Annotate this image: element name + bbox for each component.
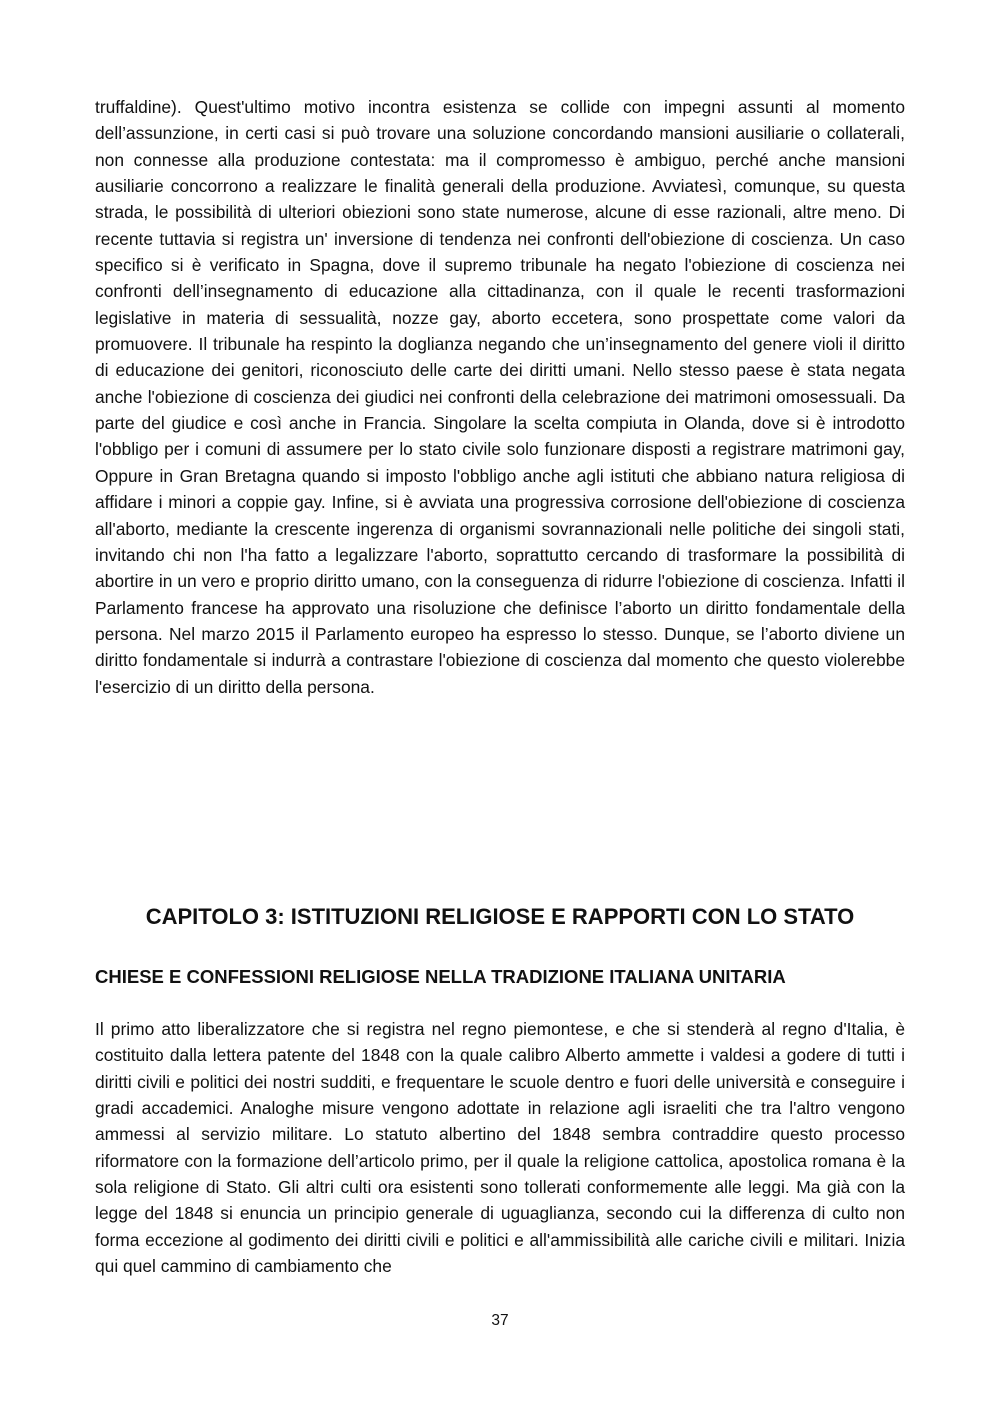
section-title: CHIESE E CONFESSIONI RELIGIOSE NELLA TRADIZIONE ITALIANA UNITARIA	[95, 966, 786, 987]
chapter-title: CAPITOLO 3: ISTITUZIONI RELIGIOSE E RAPPORTI CON LO STATO	[145, 904, 855, 929]
body-paragraph: Il primo atto liberalizzatore che si registra nel regno piemontese, e che si stenderà al regno d'Italia, è costituito dalla lettera patente del 1848 con la quale calibro Alberto ammette i valdesi a godere di tutti i diritti civili e politici dei nostri sudditi, e frequentare le scuole dentro e fuori delle università e conseguire i gradi accademici. Analoghe misure vengono adottate in relazione agli israeliti che tra l'altro vengono ammessi al servizio militare. Lo statuto albertino del 1848 sembra contraddire questo processo riformatore con la formazione dell’articolo primo, per il quale la religione cattolica, apostolica romana è la sola religione di Stato. Gli altri culti ora esistenti sono tollerati conformemente alle leggi. Ma già con la legge del 1848 si enuncia un principio generale di uguaglianza, secondo cui la differenza di culto non forma eccezione al godimento dei diritti civili e politici e all'ammissibilità alle cariche civili e militari. Inizia qui quel cammino di cambiamento che	[95, 1019, 905, 1277]
page-number: 37	[491, 1312, 509, 1329]
body-paragraph: truffaldine). Quest'ultimo motivo incontra esistenza se collide con impegni assunti al momento dell’assunzione, in certi casi si può trovare una soluzione concordando mansioni ausiliarie o collaterali, non connesse alla produzione contestata: ma il compromesso è ambiguo, perché anche mansioni ausiliarie concorrono a realizzare le finalità generali della produzione. Avviatesì, comunque, su questa strada, le possibilità di ulteriori obiezioni sono state numerose, alcune di esse razionali, altre meno. Di recente tuttavia si registra un' inversione di tendenza nei confronti dell'obiezione di coscienza. Un caso specifico si è verificato in Spagna, dove il supremo tribunale ha negato l'obiezione di coscienza nei confronti dell’insegnamento di educazione alla cittadinanza, con il quale le recenti trasformazioni legislative in materia di sessualità, nozze gay, aborto eccetera, sono prospettate come valori da promuovere. Il tribunale ha respinto la doglianza negando che un’insegnamento del genere violi il diritto di educazione dei genitori, riconosciuto delle carte dei diritti umani. Nello stesso paese è stata negata anche l'obiezione di coscienza dei giudici nei confronti della celebrazione dei matrimoni omosessuali. Da parte del giudice e così anche in Francia. Singolare la scelta compiuta in Olanda, dove si è introdotto l'obbligo per i comuni di assumere per lo stato civile solo funzionare disposti a registrare matrimoni gay, Oppure in Gran Bretagna quando si imposto l'obbligo anche agli istituti che abbiano natura religiosa di affidare i minori a coppie gay. Infine, si è avviata una progressiva corrosione dell'obiezione di coscienza all'aborto, mediante la crescente ingerenza di organismi sovrannazionali nelle politiche dei singoli stati, invitando chi non l'ha fatto a legalizzare l'aborto, soprattutto cercando di trasformare la possibilità di abortire in un vero e proprio diritto umano, con la conseguenza di ridurre l'obiezione di coscienza. Infatti il Parlamento francese ha approvato una risoluzione che definisce l’aborto un diritto fondamentale della persona. Nel marzo 2015 il Parlamento europeo ha espresso lo stesso. Dunque, se l’aborto diviene un diritto fondamentale si indurrà a contrastare l'obiezione di coscienza dal momento che questo violerebbe l'esercizio di un diritto della persona.	[95, 97, 905, 697]
